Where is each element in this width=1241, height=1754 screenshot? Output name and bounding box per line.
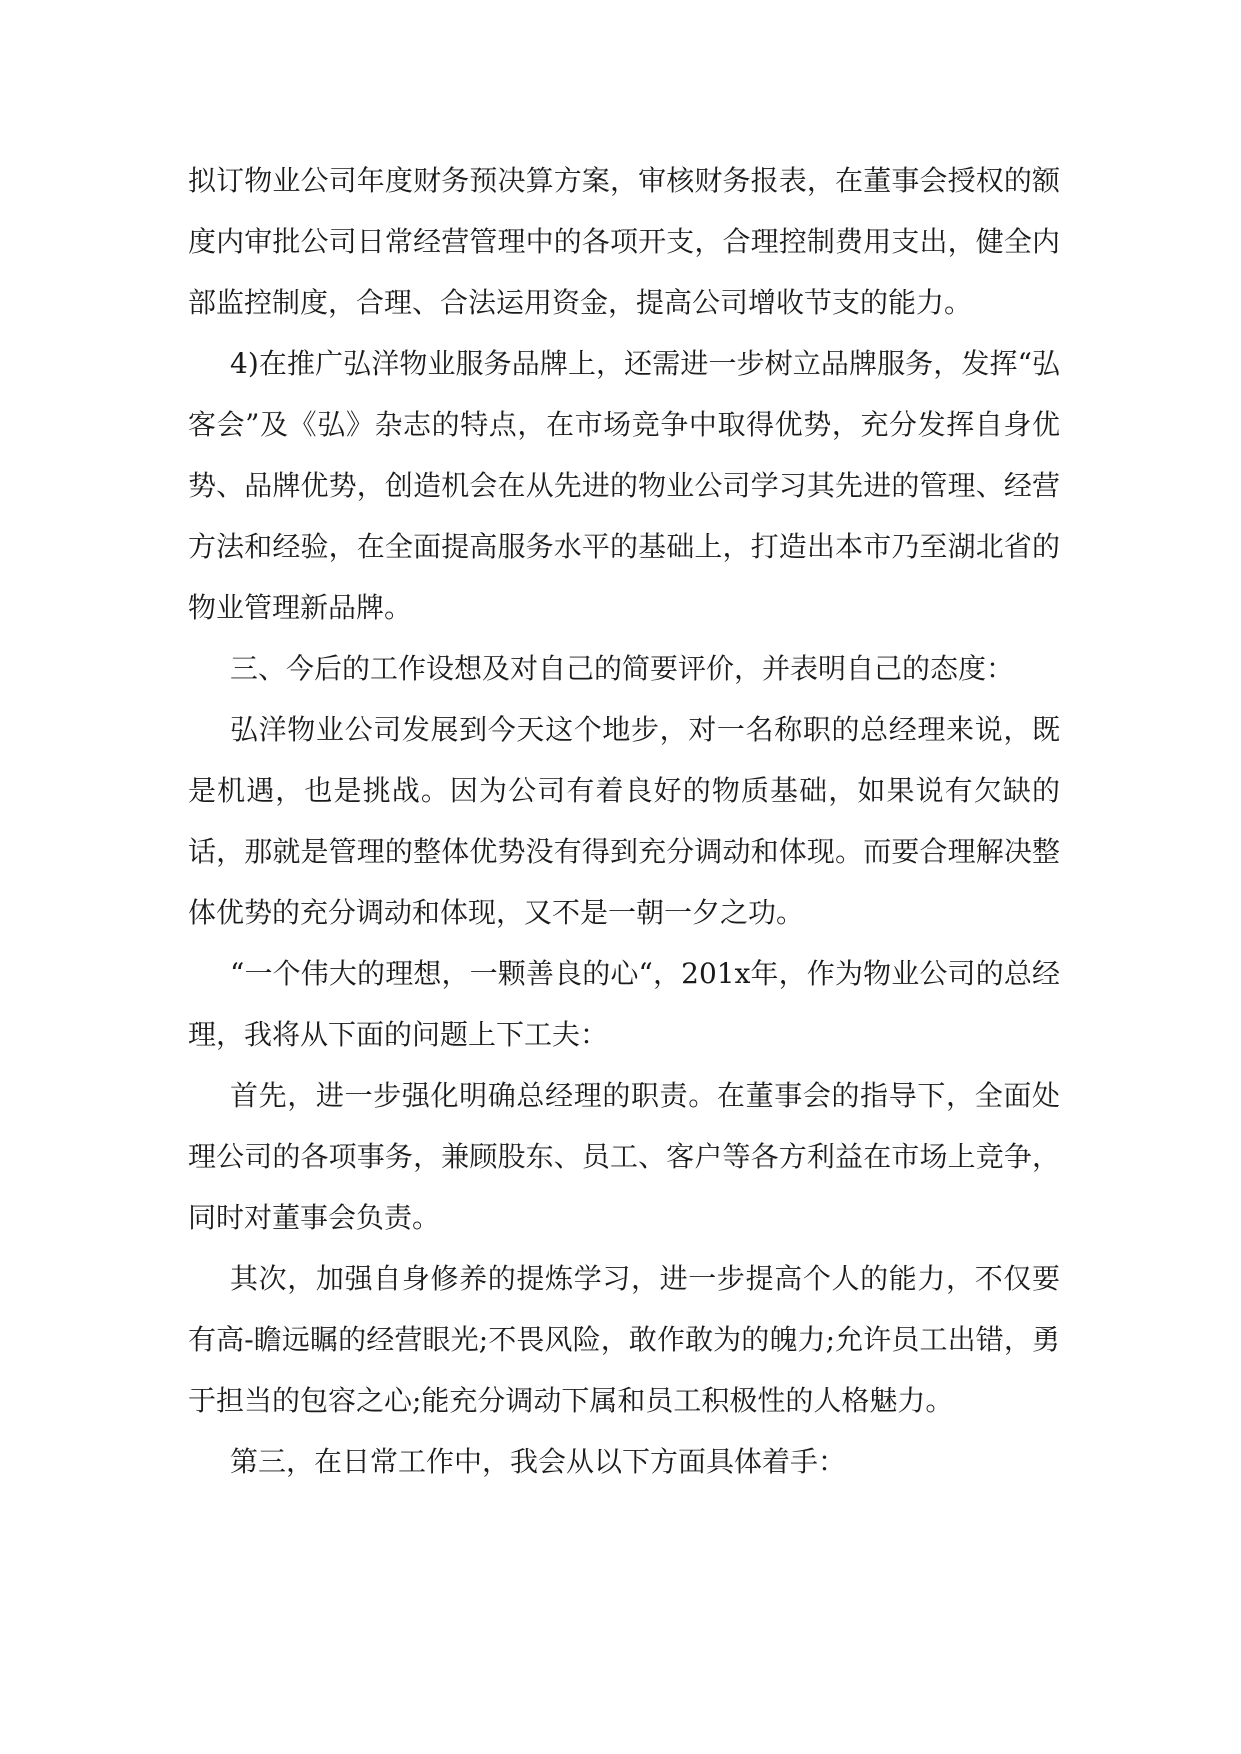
section-heading-future-plans: 三、今后的工作设想及对自己的简要评价，并表明自己的态度： bbox=[230, 652, 1015, 685]
paragraph-ideal-quote: “一个伟大的理想，一颗善良的心“，201x年，作为物业公司的总经理，我将从下面的问题上下工夫： bbox=[188, 957, 1060, 1051]
paragraph-first-duties: 首先，进一步强化明确总经理的职责。在董事会的指导下，全面处理公司的各项事务，兼顾股东、员工、客户等各方利益在市场上竞争，同时对董事会负责。 bbox=[188, 1079, 1060, 1234]
paragraph-opportunity-challenge: 弘洋物业公司发展到今天这个地步，对一名称职的总经理来说，既是机遇，也是挑战。因为公司有着良好的物质基础，如果说有欠缺的话，那就是管理的整体优势没有得到充分调动和体现。而要合理解决整体优势的充分调动和体现，又不是一朝一夕之功。 bbox=[188, 713, 1060, 929]
document-body bbox=[188, 150, 1060, 1492]
paragraph-third-daily-work: 第三，在日常工作中，我会从以下方面具体着手： bbox=[230, 1445, 847, 1478]
paragraph-second-self-improvement: 其次，加强自身修养的提炼学习，进一步提高个人的能力，不仅要有高-瞻远瞩的经营眼光;不畏风险，敢作敢为的魄力;允许员工出错，勇于担当的包容之心;能充分调动下属和员工积极性的人格魅力。 bbox=[188, 1262, 1060, 1417]
paragraph-brand-promotion: 4)在推广弘洋物业服务品牌上，还需进一步树立品牌服务，发挥“弘客会”及《弘》杂志的特点，在市场竞争中取得优势，充分发挥自身优势、品牌优势，创造机会在从先进的物业公司学习其先进的管理、经营方法和经验，在全面提高服务水平的基础上，打造出本市乃至湖北省的物业管理新品牌。 bbox=[188, 347, 1060, 624]
paragraph-finance-duties: 拟订物业公司年度财务预决算方案，审核财务报表，在董事会授权的额度内审批公司日常经营管理中的各项开支，合理控制费用支出，健全内部监控制度，合理、合法运用资金，提高公司增收节支的能力。 bbox=[188, 164, 1060, 319]
